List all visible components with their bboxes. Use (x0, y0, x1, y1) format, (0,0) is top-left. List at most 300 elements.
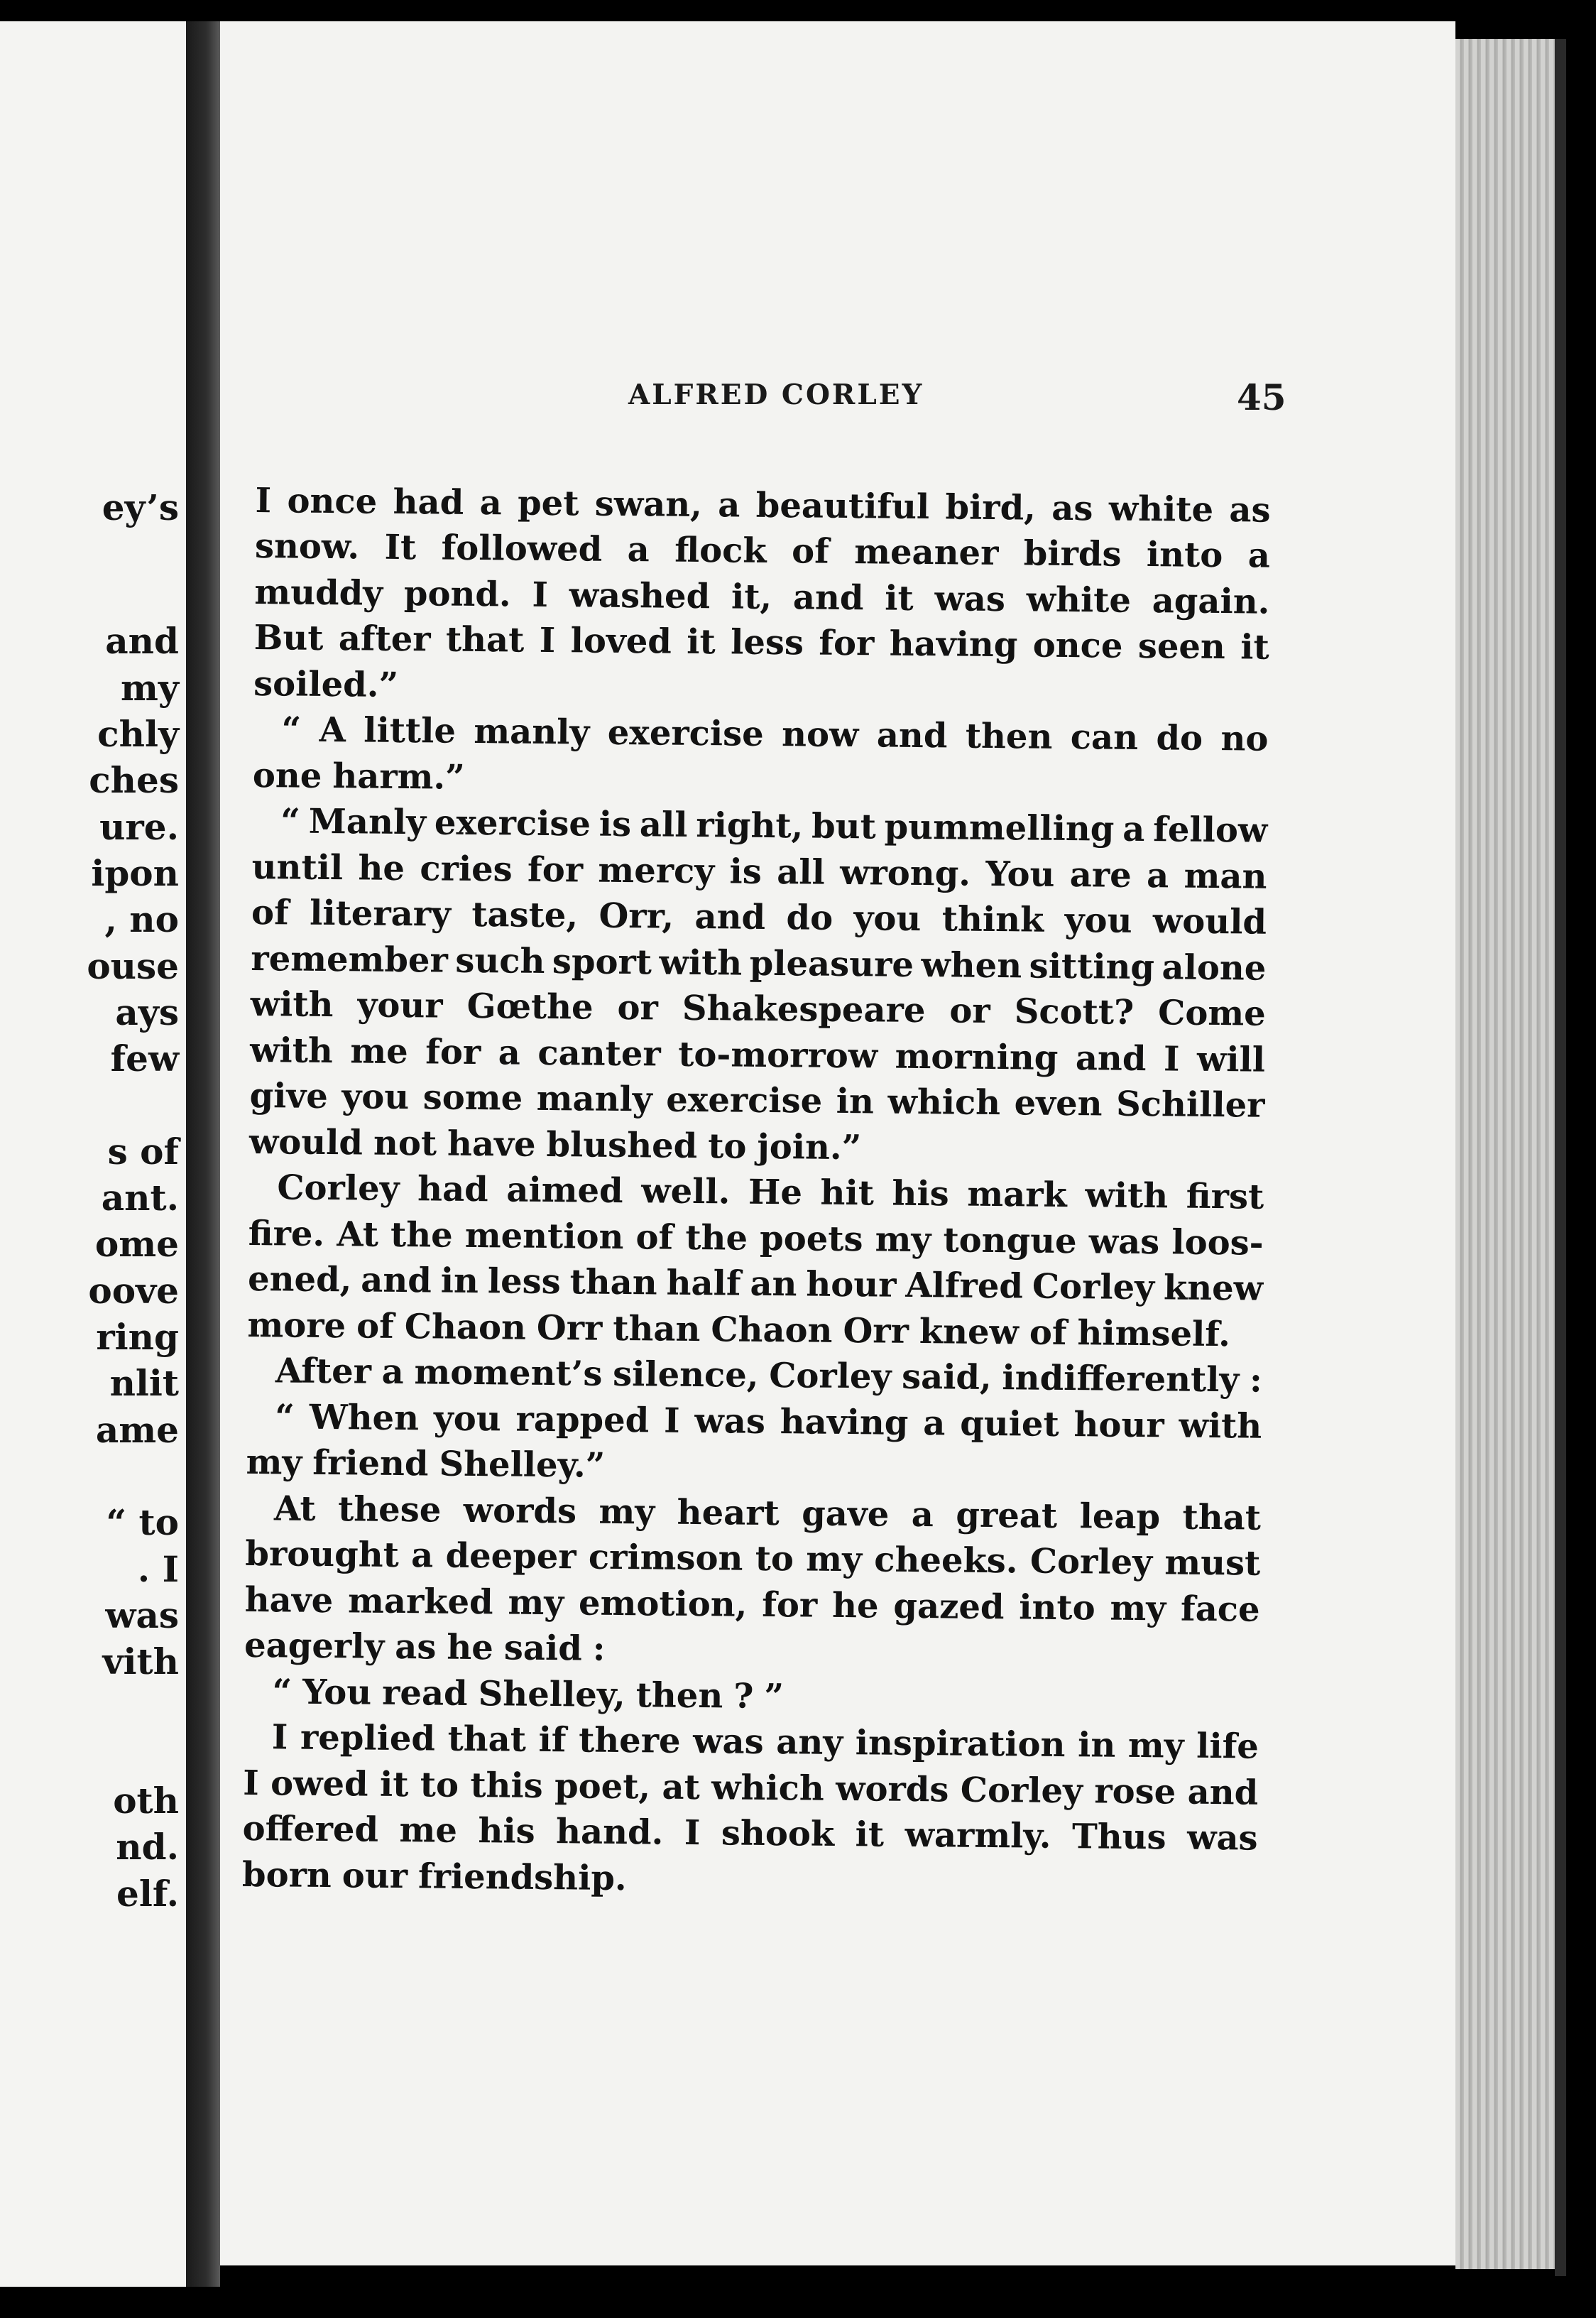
word: a (627, 530, 650, 570)
body-text (242, 474, 1271, 1904)
left-page-line-fragment: elf. (116, 1873, 179, 1915)
word: had (393, 481, 464, 523)
word: followed (441, 528, 603, 570)
left-page-line-fragment: vith (102, 1640, 179, 1682)
word: : (592, 1628, 606, 1669)
word: think (941, 899, 1044, 940)
word: his (478, 1811, 535, 1851)
word: But (253, 617, 324, 658)
word: friendship. (417, 1856, 627, 1898)
word: Gœthe (466, 986, 594, 1028)
word: At (337, 1214, 379, 1255)
word: less (487, 1261, 561, 1302)
text-line (255, 474, 1271, 530)
word: shook (721, 1813, 835, 1854)
word: do (786, 898, 833, 938)
word: meaner (853, 532, 999, 574)
word: that (1182, 1497, 1262, 1538)
text-line (251, 978, 1267, 1033)
word: was (692, 1721, 764, 1762)
word: Thus (1071, 1817, 1166, 1858)
text-line (247, 1344, 1263, 1400)
word: white (1108, 489, 1214, 530)
word: you (341, 1077, 410, 1118)
word: and (1075, 1038, 1147, 1079)
word: must (1164, 1542, 1261, 1584)
word: crimson (588, 1537, 743, 1579)
word: replied (300, 1717, 436, 1759)
text-line (244, 1619, 1260, 1675)
left-page-line-fragment: few (110, 1038, 179, 1079)
word: it (885, 578, 914, 619)
word: and (694, 896, 766, 937)
left-page-line-fragment: nlit (109, 1362, 179, 1404)
word: to (707, 1126, 747, 1167)
word: a (1122, 809, 1145, 850)
word: less (730, 622, 804, 663)
word: aimed (506, 1170, 623, 1212)
word: half (666, 1263, 741, 1304)
word: or (949, 991, 991, 1031)
word: loos- (1171, 1221, 1264, 1263)
word: Orr (843, 1310, 909, 1351)
word: he (831, 1585, 879, 1626)
word: it, (731, 576, 772, 617)
word: have (244, 1579, 334, 1621)
word: and (1187, 1772, 1259, 1813)
word: “ (272, 1671, 293, 1712)
word: any (776, 1722, 843, 1763)
word: hour (806, 1264, 897, 1305)
word: it (687, 621, 716, 663)
word: mark (967, 1174, 1068, 1216)
word: this (470, 1765, 544, 1806)
word: me (350, 1030, 408, 1072)
word: that (447, 1719, 527, 1760)
word: to (420, 1764, 459, 1805)
word: muddy (254, 572, 383, 614)
word: friend (312, 1442, 429, 1484)
word: manly (474, 711, 590, 753)
word: morning (895, 1036, 1059, 1078)
word: as (1051, 488, 1093, 528)
word: right, (696, 805, 804, 847)
word: my (875, 1219, 931, 1260)
word: there (578, 1720, 681, 1761)
word: that (445, 619, 525, 660)
word: had (417, 1169, 489, 1210)
word: emotion, (578, 1582, 748, 1625)
word: for (762, 1584, 818, 1626)
word: cries (420, 848, 513, 889)
left-page-line-fragment: ant. (101, 1177, 179, 1219)
word: Corley (768, 1356, 892, 1397)
word: Come (1157, 993, 1266, 1034)
word: in (1077, 1725, 1116, 1765)
word: was (1186, 1817, 1258, 1859)
word: alone (1162, 947, 1267, 989)
word: hit (820, 1172, 875, 1214)
word: and (361, 1260, 432, 1301)
word: you (433, 1398, 501, 1439)
word: Corley (277, 1168, 400, 1209)
word: in (440, 1261, 479, 1302)
word: can (1070, 717, 1139, 758)
word: a (410, 1535, 434, 1576)
text-line (243, 1757, 1259, 1812)
left-page-line-fragment: ouse (87, 945, 179, 987)
word: some (422, 1077, 523, 1119)
text-line (244, 1665, 1259, 1721)
word: but (811, 806, 877, 847)
left-page-line-fragment: chly (97, 713, 179, 755)
word: as (1229, 489, 1271, 530)
text-line (245, 1528, 1261, 1583)
word: of (1029, 1312, 1067, 1353)
word: Schiller (1115, 1084, 1265, 1126)
word: words (463, 1490, 577, 1531)
word: was (1088, 1221, 1160, 1262)
word: I (684, 1812, 701, 1854)
text-line (244, 1711, 1259, 1766)
word: offered (242, 1808, 379, 1850)
word: taste, (471, 894, 579, 936)
word: : (1249, 1360, 1263, 1400)
word: hour (1073, 1404, 1164, 1445)
word: warmly. (904, 1814, 1051, 1856)
word: will (1196, 1039, 1266, 1080)
word: of (251, 892, 290, 933)
left-page-line-fragment: s of (107, 1131, 179, 1172)
word: fire. (248, 1213, 325, 1254)
word: you (853, 898, 922, 940)
word: a (718, 484, 740, 526)
left-page-line-fragment: “ to (106, 1501, 179, 1543)
word: if (538, 1719, 567, 1761)
word: having (780, 1401, 909, 1443)
word: sitting (1029, 945, 1155, 987)
word: He (748, 1172, 803, 1213)
word: read (381, 1672, 468, 1714)
text-line (254, 611, 1270, 667)
left-page-line-fragment: oth (113, 1780, 179, 1822)
word: ened, (247, 1258, 352, 1300)
word: and (876, 715, 948, 756)
word: your (357, 985, 443, 1026)
word: snow. (254, 526, 360, 567)
word: Scott? (1014, 991, 1135, 1033)
word: Manly (308, 801, 427, 843)
word: You (302, 1672, 372, 1713)
word: poets (759, 1218, 863, 1259)
word: Shelley.” (439, 1444, 606, 1486)
word: ? (733, 1676, 754, 1716)
word: pet (517, 483, 579, 523)
word: more (247, 1305, 346, 1346)
word: or (617, 987, 659, 1028)
left-page-line-fragment: ome (94, 1223, 179, 1265)
text-line (248, 1207, 1264, 1263)
word: “ (280, 801, 301, 842)
word: of (356, 1305, 395, 1346)
text-line (248, 1253, 1264, 1308)
text-line (245, 1574, 1261, 1629)
word: once (287, 480, 378, 522)
word: Shakespeare (682, 988, 926, 1031)
word: wrong. (839, 852, 971, 894)
word: I (255, 480, 272, 521)
word: I (1163, 1038, 1180, 1079)
word: once (1032, 625, 1123, 666)
word: knew (919, 1311, 1020, 1352)
word: a (922, 1403, 946, 1443)
word: hand. (555, 1812, 664, 1853)
word: flock (674, 530, 767, 571)
word: gazed (893, 1586, 1005, 1627)
word: When (309, 1397, 420, 1438)
left-page-line-fragment: ey’s (102, 486, 179, 528)
page-number: 45 (1237, 376, 1286, 418)
word: my (508, 1582, 564, 1623)
word: A (319, 709, 346, 751)
word: blushed (546, 1124, 698, 1166)
word: Shelley, (478, 1673, 626, 1715)
text-line (254, 566, 1270, 621)
word: he (358, 847, 405, 888)
text-line (251, 886, 1267, 942)
text-line (246, 1391, 1262, 1446)
word: is (598, 804, 632, 845)
word: inspiration (855, 1723, 1066, 1765)
text-line (255, 520, 1271, 575)
word: rose (1094, 1770, 1176, 1812)
word: pummelling (884, 807, 1115, 849)
word: rapped (515, 1399, 650, 1440)
word: cheeks. (874, 1540, 1018, 1582)
word: exercise (607, 712, 764, 754)
word: It (384, 527, 417, 568)
word: than (569, 1262, 657, 1303)
word: indifferently (1002, 1358, 1240, 1400)
word: all (776, 851, 826, 893)
word: said, (901, 1356, 993, 1398)
left-page-line-fragment: ring (96, 1316, 179, 1358)
word: for (527, 849, 584, 890)
word: me (399, 1810, 458, 1851)
left-facing-page (0, 21, 186, 2287)
word: knew (1163, 1268, 1264, 1309)
left-page-line-fragment: my (121, 667, 179, 709)
word: I (539, 620, 556, 661)
word: an (750, 1263, 797, 1305)
word: little (364, 710, 457, 751)
text-line (253, 749, 1269, 805)
left-page-line-fragment: was (105, 1594, 179, 1636)
left-page-line-fragment: ure. (99, 806, 179, 848)
word: do (1156, 718, 1203, 758)
word: Corley (1029, 1541, 1153, 1583)
text-line (252, 795, 1268, 850)
word: when (921, 945, 1022, 986)
word: Chaon (404, 1306, 527, 1348)
word: eagerly (244, 1625, 385, 1667)
word: I (532, 575, 549, 615)
word: at (662, 1767, 701, 1807)
word: with (250, 984, 334, 1025)
word: you (1064, 900, 1132, 941)
word: deeper (445, 1535, 576, 1577)
word: which (887, 1082, 1001, 1123)
word: leap (1079, 1496, 1161, 1537)
word: manly (536, 1078, 652, 1120)
word: these (337, 1489, 442, 1530)
word: now (781, 714, 859, 756)
left-page-line-fragment: oove (88, 1270, 179, 1312)
text-line (251, 841, 1267, 896)
word: himself. (1077, 1312, 1231, 1354)
word: sport (552, 941, 652, 982)
word: bird, (945, 486, 1037, 528)
word: with (1179, 1405, 1262, 1447)
book-gutter (186, 21, 220, 2287)
text-line (250, 1024, 1266, 1079)
word: my (1110, 1588, 1166, 1628)
word: marked (347, 1580, 493, 1622)
word: then (965, 716, 1053, 757)
word: beautiful (755, 485, 930, 527)
word: ” (764, 1676, 785, 1716)
word: having (889, 624, 1018, 665)
word: which (711, 1767, 825, 1809)
word: the (390, 1214, 453, 1256)
word: for (819, 623, 875, 664)
word: than (613, 1308, 701, 1349)
word: would (1152, 901, 1267, 942)
word: and (792, 577, 864, 618)
word: seen (1137, 626, 1226, 668)
word: silence, (612, 1354, 759, 1395)
word: exercise (434, 802, 591, 844)
word: a (911, 1494, 934, 1535)
word: no (1220, 719, 1269, 759)
word: heart (677, 1492, 780, 1533)
word: gave (801, 1493, 890, 1535)
word: great (956, 1495, 1058, 1536)
word: was (694, 1400, 766, 1442)
word: moment’s (414, 1352, 603, 1394)
word: “ (274, 1396, 295, 1437)
word: man (1184, 856, 1267, 897)
word: birds (1023, 533, 1122, 575)
left-page-line-fragment: nd. (116, 1826, 179, 1868)
word: one (252, 755, 322, 796)
word: into (1019, 1587, 1095, 1628)
word: Corley (1032, 1266, 1155, 1308)
word: our (341, 1855, 408, 1896)
word: first (1186, 1176, 1264, 1217)
word: such (455, 940, 545, 981)
word: fellow (1152, 810, 1268, 851)
word: even (1014, 1083, 1103, 1124)
word: have (447, 1123, 536, 1165)
word: born (241, 1854, 332, 1895)
word: then (635, 1675, 723, 1716)
word: Alfred (905, 1265, 1024, 1307)
word: join.” (757, 1126, 862, 1168)
word: in (836, 1081, 875, 1122)
word: he (447, 1627, 494, 1668)
left-page-line-fragment: ays (115, 991, 179, 1033)
word: of (791, 531, 830, 572)
word: pond. (403, 573, 511, 614)
left-page-line-fragment: ipon (91, 852, 179, 894)
left-page-line-fragment: and (105, 620, 179, 662)
word: I (663, 1400, 680, 1441)
word: After (275, 1351, 372, 1392)
word: Corley (960, 1770, 1083, 1811)
word: remember (251, 938, 449, 981)
word: owed (270, 1763, 368, 1805)
word: washed (569, 575, 711, 616)
left-page-line-fragment: . I (137, 1548, 179, 1590)
left-page-line-fragment: ame (95, 1409, 179, 1451)
word: I (271, 1717, 288, 1758)
word: into (1146, 535, 1223, 576)
word: white (1026, 579, 1132, 621)
word: brought (245, 1533, 400, 1576)
word: well. (641, 1171, 731, 1212)
word: are (1069, 854, 1132, 896)
text-line (253, 703, 1269, 758)
word: his (892, 1173, 949, 1214)
word: quiet (959, 1403, 1059, 1444)
page-edges (1455, 39, 1562, 2269)
word: pleasure (749, 943, 914, 985)
word: mention (464, 1215, 624, 1257)
word: it (1240, 627, 1269, 668)
word: the (685, 1217, 748, 1258)
word: of (635, 1217, 674, 1258)
book-edge (1555, 39, 1566, 2276)
word: it (379, 1764, 409, 1805)
word: with (249, 1030, 334, 1071)
running-head: ALFRED CORLEY (628, 379, 924, 411)
text-line (249, 1116, 1265, 1171)
word: At (273, 1488, 316, 1529)
word: it (855, 1814, 885, 1855)
word: my (806, 1539, 863, 1580)
word: a (1247, 535, 1271, 576)
word: words (835, 1768, 949, 1810)
word: as (395, 1626, 437, 1667)
text-line (246, 1482, 1262, 1538)
word: Chaon (711, 1309, 833, 1351)
word: give (249, 1075, 329, 1117)
word: a (479, 482, 502, 523)
word: “ (281, 709, 302, 750)
word: mercy (598, 850, 715, 891)
text-line (246, 1436, 1262, 1491)
word: a (381, 1351, 405, 1393)
word: harm.” (332, 756, 466, 798)
word: I (243, 1763, 260, 1803)
word: again. (1152, 580, 1270, 622)
word: soiled.” (253, 663, 399, 705)
text-line (249, 1070, 1265, 1125)
word: loved (570, 621, 672, 662)
word: all (639, 805, 688, 845)
left-page-line-fragment: ches (89, 759, 179, 801)
